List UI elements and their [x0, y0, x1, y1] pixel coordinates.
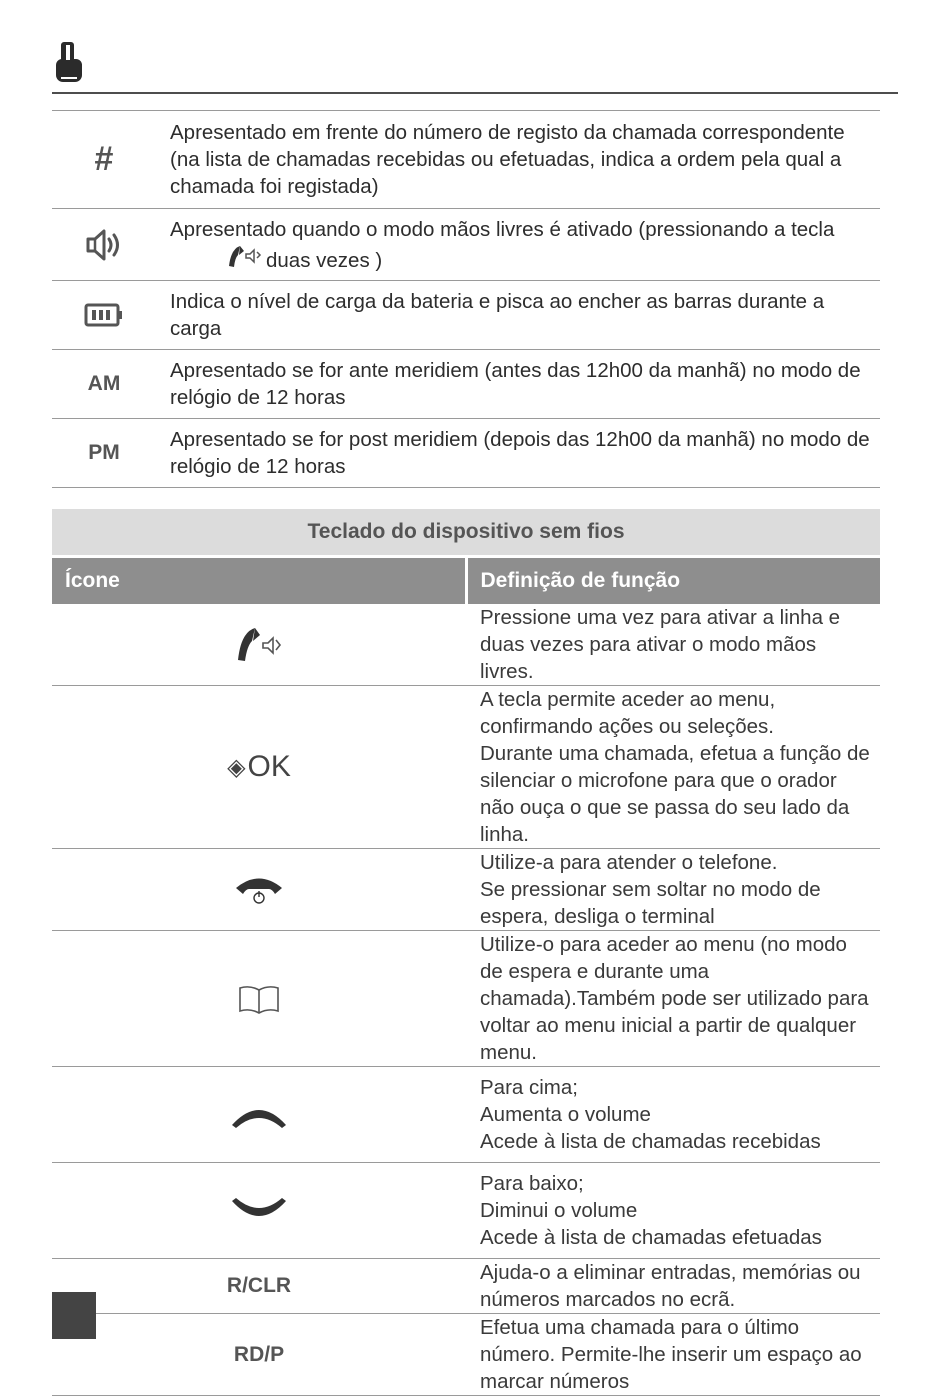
- speaker-icon: [52, 228, 156, 262]
- row-description-line: Utilize-a para atender o telefone.: [480, 851, 778, 874]
- keypad-table: [52, 509, 880, 1396]
- phonebook-key-icon: [52, 983, 466, 1015]
- keypad-header-row: [52, 557, 880, 605]
- table-row: [52, 209, 880, 281]
- table-row: [52, 1067, 880, 1163]
- table-row: [52, 111, 880, 209]
- table-row: [52, 419, 880, 488]
- end-call-key-icon: [52, 873, 466, 907]
- table-row: [52, 849, 880, 931]
- navigation-diamond-icon: ◈: [227, 753, 246, 781]
- ok-label: OK: [247, 750, 291, 783]
- page-marker: [52, 1292, 96, 1339]
- row-description: Efetua uma chamada para o último número. Permite-lhe inserir um espaço ao marcar números: [480, 1316, 862, 1393]
- table-row: [52, 1259, 880, 1314]
- row-description-line: A tecla permite aceder ao menu, confirmando ações ou seleções.: [480, 688, 776, 738]
- row-description-line: Acede à lista de chamadas efetuadas: [480, 1226, 822, 1249]
- row-description: Ajuda-o a eliminar entradas, memórias ou números marcados no ecrã.: [480, 1261, 861, 1311]
- row-description-line: Aumenta o volume: [480, 1103, 651, 1126]
- row-description-line: Se pressionar sem soltar no modo de espera, desliga o terminal: [480, 878, 821, 928]
- table-row: [52, 686, 880, 849]
- battery-icon: [52, 302, 156, 328]
- row-description: Apresentado se for ante meridiem (antes das 12h00 da manhã) no modo de relógio de 12 horas: [156, 350, 880, 419]
- status-icons-table: [52, 110, 880, 488]
- hash-icon: #: [94, 140, 114, 178]
- column-header-icon: Ícone: [52, 557, 466, 605]
- row-description-line: Durante uma chamada, efetua a função de silenciar o microfone para que o orador não ouça o que se passa do seu lado da linha.: [480, 742, 870, 846]
- row-description: Apresentado quando o modo mãos livres é ativado (pressionando a tecla: [170, 217, 835, 241]
- row-description-line: Para baixo;: [480, 1172, 584, 1195]
- up-key-icon: [52, 1101, 466, 1129]
- table-row: [52, 350, 880, 419]
- row-description-line: Acede à lista de chamadas recebidas: [480, 1130, 821, 1153]
- am-label: AM: [87, 372, 121, 395]
- handsfree-key-icon: [52, 624, 466, 666]
- handsfree-inline-icon: [226, 243, 262, 269]
- table-row: [52, 281, 880, 350]
- keypad-title: Teclado do dispositivo sem fios: [52, 509, 880, 557]
- ok-key-icon: [227, 750, 291, 784]
- row-description: Indica o nível de carga da bateria e pisca ao encher as barras durante a carga: [156, 281, 880, 350]
- handset-icon: [52, 38, 88, 84]
- header-rule: [52, 92, 898, 94]
- rclr-label: R/CLR: [226, 1274, 292, 1297]
- row-description-after: duas vezes ): [266, 248, 383, 272]
- row-description: Utilize-o para aceder ao menu (no modo de espera e durante uma chamada).Também pode ser utilizado para voltar ao menu inicial a partir de qualquer menu.: [480, 933, 869, 1064]
- column-header-function: Definição de função: [466, 557, 880, 605]
- table-row: [52, 604, 880, 686]
- keypad-title-row: [52, 509, 880, 557]
- table-row: [52, 1314, 880, 1396]
- row-description-line: Para cima;: [480, 1076, 578, 1099]
- row-description: Pressione uma vez para ativar a linha e duas vezes para ativar o modo mãos livres.: [480, 606, 841, 683]
- rdp-label: RD/P: [233, 1342, 285, 1366]
- row-description: Apresentado se for post meridiem (depois das 12h00 da manhã) no modo de relógio de 12 horas: [156, 419, 880, 488]
- row-description: Apresentado em frente do número de registo da chamada correspondente (na lista de chamadas recebidas ou efetuadas, indica a ordem pela qual a chamada foi registada): [156, 111, 880, 209]
- down-key-icon: [52, 1197, 466, 1225]
- row-description-line: Diminui o volume: [480, 1199, 638, 1222]
- table-row: [52, 931, 880, 1067]
- table-row: [52, 1163, 880, 1259]
- pm-label: PM: [88, 441, 120, 464]
